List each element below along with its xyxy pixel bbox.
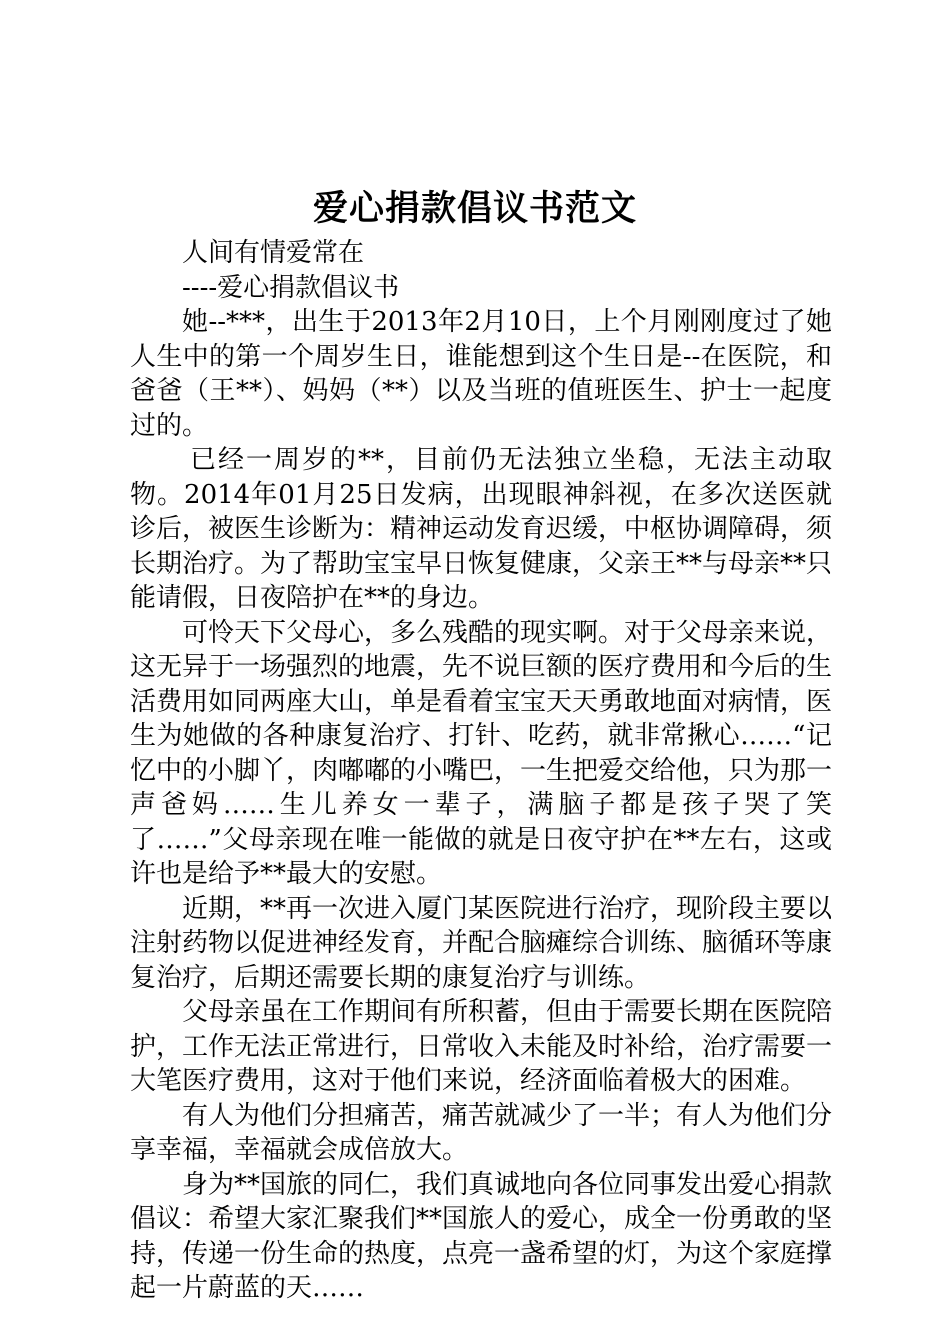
paragraph: 她--***，出生于2013年2月10日，上个月刚刚度过了她人生中的第一个周岁生日，谁能想到这个生日是--在医院，和爸爸（王**）、妈妈（**）以及当班的值班医生、护士一起度过的。 — [130, 307, 832, 441]
paragraph: 有人为他们分担痛苦，痛苦就减少了一半；有人为他们分享幸福，幸福就会成倍放大。 — [130, 1100, 833, 1165]
paragraph: 父母亲虽在工作期间有所积蓄，但由于需要长期在医院陪护，工作无法正常进行，日常收入未能及时补给，治疗需要一大笔医疗费用，这对于他们来说，经济面临着极大的困难。 — [130, 997, 833, 1096]
paragraph: 身为**国旅的同仁，我们真诚地向各位同事发出爱心捐款倡议：希望大家汇聚我们**国旅人的爱心，成全一份勇敢的坚持，传递一份生命的热度，点亮一盏希望的灯，为这个家庭撑起一片蔚蓝的天…… — [130, 1169, 833, 1303]
paragraph-subheading: ----爱心捐款倡议书 — [182, 272, 400, 303]
document-body — [130, 236, 832, 1306]
paragraph: 可怜天下父母心，多么残酷的现实啊。对于父母亲来说，这无异于一场强烈的地震，先不说巨额的医疗费用和今后的生活费用如同两座大山，单是看着宝宝天天勇敢地面对病情，医生为她做的各种康复治疗、打针、吃药，就非常揪心……“记忆中的小脚丫，肉嘟嘟的小嘴巴，一生把爱交给他，只为那一声爸妈……生儿养女一辈子，满脑子都是孩子哭了笑了……”父母亲现在唯一能做的就是日夜守护在**左右，这或许也是给予**最大的安慰。 — [130, 617, 833, 889]
paragraph-heading: 人间有情爱常在 — [182, 238, 365, 268]
document-title: 爱心捐款倡议书范文 — [312, 188, 637, 229]
paragraph: 已经一周岁的**，目前仍无法独立坐稳，无法主动取物。2014年01月25日发病，出现眼神斜视，在多次送医就诊后，被医生诊断为：精神运动发育迟缓，中枢协调障碍，须长期治疗。为了帮助宝宝早日恢复健康，父亲王**与母亲**只能请假，日夜陪护在**的身边。 — [130, 445, 833, 613]
paragraph: 近期，**再一次进入厦门某医院进行治疗，现阶段主要以注射药物以促进神经发育，并配合脑瘫综合训练、脑循环等康复治疗，后期还需要长期的康复治疗与训练。 — [130, 893, 833, 993]
